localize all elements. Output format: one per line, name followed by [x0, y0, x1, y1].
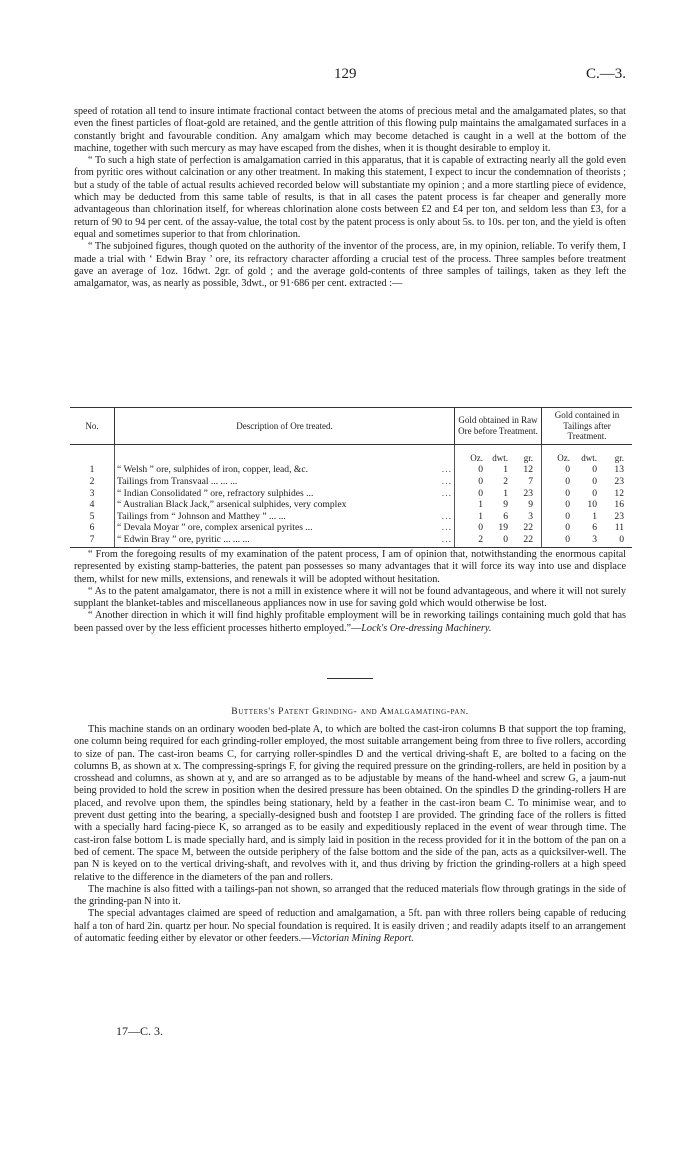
tail-oz: 0: [565, 487, 570, 499]
paragraph: speed of rotation all tend to insure intimate fractional contact between the atoms of precious metal and the amalgamated plates, so that even the finest particles of float-gold are retained, and the gentle attrition of this flowing pulp maintains the amalgamated surfaces in a constantly bright and favourable condition. Any amalgam which may become detached is caught in a well at the bottom of the machine, together with such mercury as may have escaped from the dishes, when it is thought desirable to employ it.: [74, 106, 626, 154]
raw-oz: 1: [478, 510, 483, 522]
table-row: [70, 510, 632, 522]
paragraph-text: “ Another direction in which it will find highly profitable employment will be in reworking tailings containing much gold that has been passed over by the less efficient processes hitherto employed.”—: [74, 610, 626, 634]
raw-gr: 22: [523, 533, 533, 545]
row-number: 5: [70, 510, 115, 522]
row-number: 2: [70, 476, 115, 488]
raw-oz: 0: [478, 487, 483, 499]
row-number: 3: [70, 487, 115, 499]
assay-table-container: [70, 407, 632, 548]
raw-gr: 3: [528, 510, 533, 522]
paragraph: [74, 908, 626, 945]
paragraph: The machine is also fitted with a tailings-pan not shown, so arranged that the reduced materials flow through gratings in the side of the grinding-pan N into it.: [74, 883, 626, 908]
raw-dwt: 9: [503, 499, 508, 511]
paragraph: “ To such a high state of perfection is amalgamation carried in this apparatus, that it is capable of extracting nearly all the gold even from pyritic ores without calcination or any other treatment. In making this statement, I expect to incur the condemnation of theorists ; but a study of the table of actual results achieved recorded below will substantiate my opinion ; and a more startling piece of evidence, which may be deducted from this same table of results, is that in all cases the patent process is far cheaper and generally more advantageous than chlorination itself, for whereas chlorination alone costs between £2 and £4 per ton, and seldom less than £3, for a return of 90 to 94 per cent. of the assay-value, the total cost by the patent process is only about 5s. to 10s. per ton, and the yield is often equal and sometimes superior to that from chlorination.: [74, 155, 626, 240]
raw-dwt: 6: [503, 510, 508, 522]
tail-gr: 23: [614, 510, 624, 522]
page-number: 129: [334, 66, 357, 82]
tail-gr: 13: [614, 464, 624, 476]
raw-oz: 0: [478, 522, 483, 534]
source-citation: Lock's Ore-dressing Machinery.: [361, 622, 492, 634]
paragraph: “ From the foregoing results of my examination of the patent process, I am of opinion that, notwithstanding the enormous capital represented by existing stamp-batteries, the patent pan possesses so many advantages that it will force its way into use and displace them, whilst for new mills, extensions, and renewals it will be adopted without hesitation.: [74, 549, 626, 585]
raw-dwt: 1: [503, 464, 508, 476]
leader-dots: ...: [441, 464, 452, 476]
ore-description: “ Edwin Bray ” ore, pyritic ... ... ...: [117, 533, 250, 545]
paragraph: “ The subjoined figures, though quoted on the authority of the inventor of the process, are, in my opinion, reliable. To verify them, I made a trial with ‘ Edwin Bray ’ ore, its refractory character affording a crucial test of the process. Three samples before treatment gave an average of 1oz. 16dwt. 2gr. of gold ; and the average gold-contents of three samples of tailings, taken as they left the amalgamator, was, as nearly as possible, 3dwt., or 91·686 per cent. extracted :—: [74, 241, 626, 290]
tail-oz: 0: [565, 510, 570, 522]
unit-gr: gr.: [523, 452, 533, 463]
tail-gr: 12: [614, 487, 624, 499]
raw-dwt: 0: [503, 533, 508, 545]
raw-oz: 0: [478, 464, 483, 476]
tail-oz: 0: [565, 522, 570, 534]
table-row: [70, 487, 632, 499]
ore-description: Tailings from Transvaal ... ... ...: [117, 475, 238, 487]
conclusion-text: [74, 549, 626, 635]
paragraph: [74, 610, 626, 635]
section-heading: Butters's Patent Grinding- and Amalgamating-pan.: [231, 706, 469, 717]
tail-oz: 0: [565, 475, 570, 487]
leader-dots: ...: [441, 487, 452, 499]
tail-dwt: 0: [592, 475, 597, 487]
raw-gr: 23: [523, 487, 533, 499]
unit-oz: Oz.: [557, 452, 570, 463]
header-tailings: Gold contained in Tailings after Treatment.: [542, 408, 633, 445]
raw-dwt: 2: [503, 475, 508, 487]
raw-oz: 1: [478, 499, 483, 511]
table-row: [70, 476, 632, 488]
header-description: Description of Ore treated.: [115, 408, 455, 445]
section-divider: [327, 678, 373, 679]
tail-gr: 16: [614, 499, 624, 511]
leader-dots: ...: [441, 522, 452, 534]
table-header-row: [70, 408, 632, 445]
page-header: [0, 68, 700, 92]
ore-description: “ Welsh ” ore, sulphides of iron, copper, lead, &c.: [117, 464, 309, 476]
unit-oz: Oz.: [470, 452, 483, 463]
row-number: 4: [70, 499, 115, 511]
table-row: [70, 499, 632, 511]
raw-dwt: 1: [503, 487, 508, 499]
source-citation: Victorian Mining Report.: [311, 933, 414, 945]
ore-description: Tailings from “ Johnson and Matthey ” ... ...: [117, 510, 286, 522]
raw-gr: 9: [528, 499, 533, 511]
tail-oz: 0: [565, 533, 570, 545]
ore-description: “ Devala Moyar ” ore, complex arsenical pyrites ...: [117, 522, 313, 534]
paragraph-text: The special advantages claimed are speed of reduction and amalgamation, a 5ft. pan with three rollers being capable of reducing half a ton of hard 2in. quartz per hour. No special foundation is required. It is easily driven ; and readily adapts itself to an arrangement of automatic feeding either by elevator or other feeders.—: [74, 908, 626, 945]
table-row: [70, 464, 632, 476]
document-reference: C.—3.: [585, 66, 626, 82]
paragraph: “ As to the patent amalgamator, there is not a mill in existence where it will not be found advantageous, and where it will not surely supplant the blanket-tables and miscellaneous appliances now in use for saving gold which would otherwise be lost.: [74, 585, 626, 610]
header-no: No.: [70, 408, 115, 445]
leader-dots: ...: [441, 475, 452, 487]
tail-gr: 23: [614, 475, 624, 487]
table-row: [70, 522, 632, 534]
unit-dwt: dwt.: [492, 452, 508, 463]
raw-oz: 2: [478, 533, 483, 545]
raw-gr: 7: [528, 475, 533, 487]
units-row: [70, 453, 632, 465]
row-number: 6: [70, 522, 115, 534]
tail-dwt: 1: [592, 510, 597, 522]
raw-oz: 0: [478, 475, 483, 487]
leader-dots: ...: [441, 510, 452, 522]
page-signature: 17—C. 3.: [116, 1024, 164, 1038]
tail-oz: 0: [565, 464, 570, 476]
ore-description: “ Australian Black Jack,” arsenical sulphides, very complex: [117, 499, 347, 511]
tail-dwt: 0: [592, 464, 597, 476]
tail-oz: 0: [565, 499, 570, 511]
raw-gr: 22: [523, 522, 533, 534]
tail-gr: 0: [619, 533, 624, 545]
raw-gr: 12: [523, 464, 533, 476]
tail-dwt: 10: [587, 499, 597, 511]
tail-gr: 11: [614, 522, 624, 534]
tail-dwt: 6: [592, 522, 597, 534]
tail-dwt: 0: [592, 487, 597, 499]
paragraph: This machine stands on an ordinary wooden bed-plate A, to which are bolted the cast-iron columns B that support the top framing, one column being required for each grinding-roller employed, the most suitable arrangement being from three to five rollers, according to size of pan. The cast-iron beams C, for carrying roller-spindles D and the vertical driving-shaft E, are bolted to a facing on the columns B, as shown at x. The compressing-springs F, for giving the required pressure on the grinding-rollers, are held in position by a crosshead and columns, as shown at y, and are so arranged as to be adjustable by means of the hand-wheel and screw G, a jaum-nut being provided to hold the screw in position when the desired pressure has been obtained. On the spindles D the grinding-rollers H are placed, and revolve upon them, the spindles being stationary, held by a feather in the cast-iron beam C. To minimise wear, and to prevent dust getting into the bearing, a specially-designed bush and footstep I are provided. The grinding face of the rollers is fitted with a specially hard facing-piece K, so arranged as to be easily and expeditiously replaced in the event of wear through time. The cast-iron false bottom L is made specially hard, and is simply laid in position in the recess provided for it in the bottom of the pan on a bed of cement. The space M, between the outside periphery of the false bottom and the side of the pan, acts as a quicksilver-well. The pan N is keyed on to the vertical driving-shaft, and revolves with it, and thus driving by friction the grinding-rollers at a high speed relative to the difference in the diameters of the pan and rollers.: [74, 724, 626, 883]
table-row: [70, 534, 632, 548]
assay-table: [70, 407, 632, 548]
intro-text: [74, 106, 626, 290]
unit-gr: gr.: [614, 452, 624, 463]
leader-dots: ...: [441, 533, 452, 545]
raw-dwt: 19: [498, 522, 508, 534]
tail-dwt: 3: [592, 533, 597, 545]
row-number: 7: [70, 534, 115, 548]
section-text: [74, 724, 626, 945]
ore-description: “ Indian Consolidated ” ore, refractory sulphides ...: [117, 487, 314, 499]
row-number: 1: [70, 464, 115, 476]
unit-dwt: dwt.: [581, 452, 597, 463]
header-raw-ore: Gold obtained in Raw Ore before Treatment.: [455, 408, 542, 445]
